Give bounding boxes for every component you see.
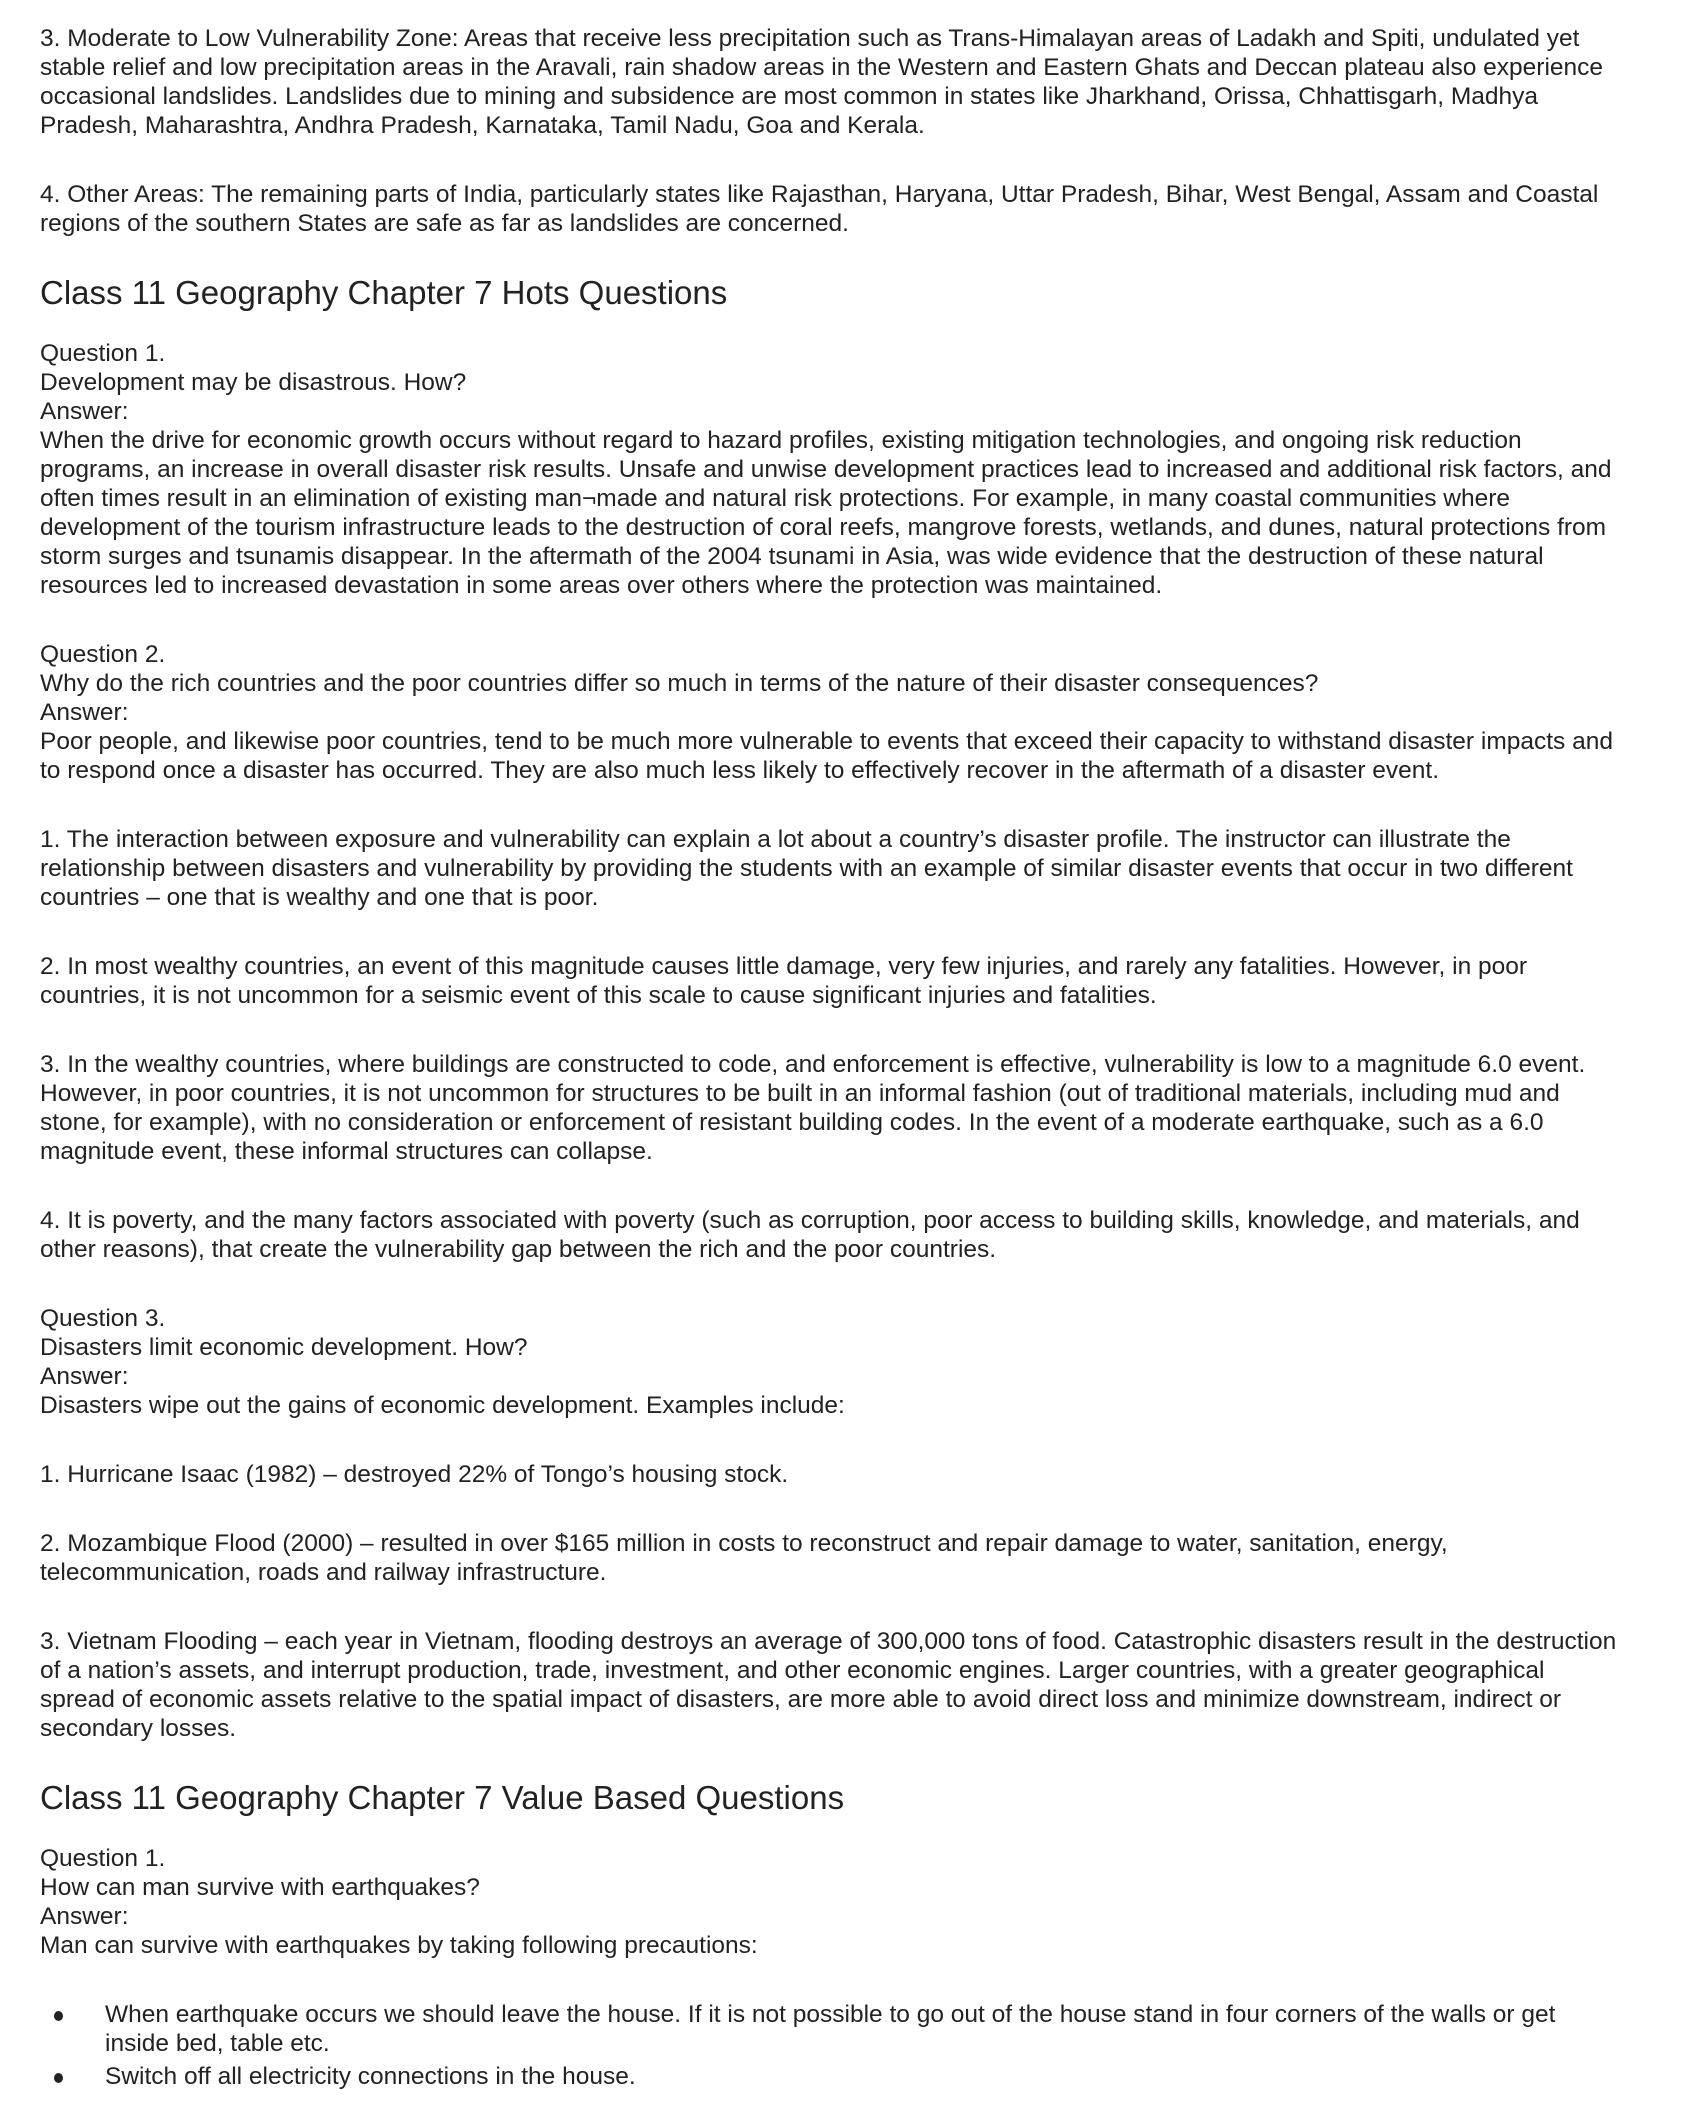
answer-label: Answer:	[40, 398, 129, 425]
hots-question-2	[40, 640, 1620, 785]
value-based-heading: Class 11 Geography Chapter 7 Value Based Questions	[40, 1779, 845, 1816]
value-question-1	[40, 1844, 1620, 1960]
answer-label: Answer:	[40, 1903, 129, 1930]
question-label: Question 1.	[40, 1845, 166, 1872]
list-item: 3. Vietnam Flooding – each year in Vietnam, flooding destroys an average of 300,000 tons of food. Catastrophic disasters result in the destruction of a nation’s assets, and interrupt production, trade, investment, and other economic engines. Larger countries, with a greater geographical spread of economic assets relative to the spatial impact of disasters, are more able to avoid direct loss and minimize downstream, indirect or secondary losses.	[40, 1628, 1617, 1742]
list-item: 3. In the wealthy countries, where buildings are constructed to code, and enforcement is effective, vulnerability is low to a magnitude 6.0 event. However, in poor countries, it is not uncommon for structures to be built in an informal fashion (out of traditional materials, including mud and stone, for example), with no consideration or enforcement of resistant building codes. In the event of a moderate earthquake, such as a 6.0 magnitude event, these informal structures can collapse.	[40, 1051, 1586, 1165]
question-text: How can man survive with earthquakes?	[40, 1874, 480, 1901]
question-label: Question 1.	[40, 340, 166, 367]
answer-text: Disasters wipe out the gains of economic development. Examples include:	[40, 1392, 845, 1419]
list-item: 1. Hurricane Isaac (1982) – destroyed 22% of Tongo’s housing stock.	[40, 1461, 789, 1488]
bullet-icon	[54, 2011, 63, 2021]
answer-text: Poor people, and likewise poor countries, tend to be much more vulnerable to events that exceed their capacity to withstand disaster impacts and to respond once a disaster has occurred. They are also much less likely to effectively recover in the aftermath of a disaster event.	[40, 728, 1613, 784]
list-item: 2. Mozambique Flood (2000) – resulted in over $165 million in costs to reconstruct and repair damage to water, sanitation, energy, telecommunication, roads and railway infrastructure.	[40, 1530, 1448, 1586]
question-label: Question 2.	[40, 641, 166, 668]
question-label: Question 3.	[40, 1305, 166, 1332]
list-item	[40, 2062, 1620, 2091]
answer-text: Man can survive with earthquakes by taking following precautions:	[40, 1932, 758, 1959]
list-item: 2. In most wealthy countries, an event of this magnitude causes little damage, very few injuries, and rarely any fatalities. However, in poor countries, it is not uncommon for a seismic event of this scale to cause significant injuries and fatalities.	[40, 953, 1528, 1009]
bullet-text: Switch off all electricity connections in the house.	[105, 2063, 636, 2090]
zone4-paragraph: 4. Other Areas: The remaining parts of India, particularly states like Rajasthan, Haryana, Uttar Pradesh, Bihar, West Bengal, Assam and Coastal regions of the southern States are safe as far as landslides are concerned.	[40, 181, 1599, 237]
answer-text: When the drive for economic growth occurs without regard to hazard profiles, existing mitigation technologies, and ongoing risk reduction programs, an increase in overall disaster risk results. Unsafe and unwise development practices lead to increased and additional risk factors, and often times result in an elimination of existing man¬made and natural risk protections. For example, in many coastal communities where development of the tourism infrastructure leads to the destruction of coral reefs, mangrove forests, wetlands, and dunes, natural protections from storm surges and tsunamis disappear. In the aftermath of the 2004 tsunami in Asia, was wide evidence that the destruction of these natural resources led to increased devastation in some areas over others where the protection was maintained.	[40, 427, 1612, 599]
question-text: Development may be disastrous. How?	[40, 369, 467, 396]
answer-label: Answer:	[40, 1363, 129, 1390]
bullet-icon	[54, 2073, 63, 2083]
hots-heading: Class 11 Geography Chapter 7 Hots Questions	[40, 274, 728, 311]
hots-question-3	[40, 1304, 1620, 1420]
answer-label: Answer:	[40, 699, 129, 726]
list-item: 4. It is poverty, and the many factors associated with poverty (such as corruption, poor access to building skills, knowledge, and materials, and other reasons), that create the vulnerability gap between the rich and the poor countries.	[40, 1207, 1580, 1263]
question-text: Why do the rich countries and the poor countries differ so much in terms of the nature of their disaster consequences?	[40, 670, 1319, 697]
zone3-paragraph: 3. Moderate to Low Vulnerability Zone: Areas that receive less precipitation such as Trans-Himalayan areas of Ladakh and Spiti, undulated yet stable relief and low precipitation areas in the Aravali, rain shadow areas in the Western and Eastern Ghats and Deccan plateau also experience occasional landslides. Landslides due to mining and subsidence are most common in states like Jharkhand, Orissa, Chhattisgarh, Madhya Pradesh, Maharashtra, Andhra Pradesh, Karnataka, Tamil Nadu, Goa and Kerala.	[40, 25, 1604, 139]
precautions-list	[40, 2000, 1620, 2091]
list-item	[40, 2000, 1620, 2058]
bullet-text: When earthquake occurs we should leave the house. If it is not possible to go out of the house stand in four corners of the walls or get inside bed, table etc.	[105, 2001, 1556, 2057]
question-text: Disasters limit economic development. How?	[40, 1334, 528, 1361]
list-item: 1. The interaction between exposure and vulnerability can explain a lot about a country’s disaster profile. The instructor can illustrate the relationship between disasters and vulnerability by providing the students with an example of similar disaster events that occur in two different countries – one that is wealthy and one that is poor.	[40, 826, 1573, 911]
hots-question-1	[40, 339, 1620, 600]
